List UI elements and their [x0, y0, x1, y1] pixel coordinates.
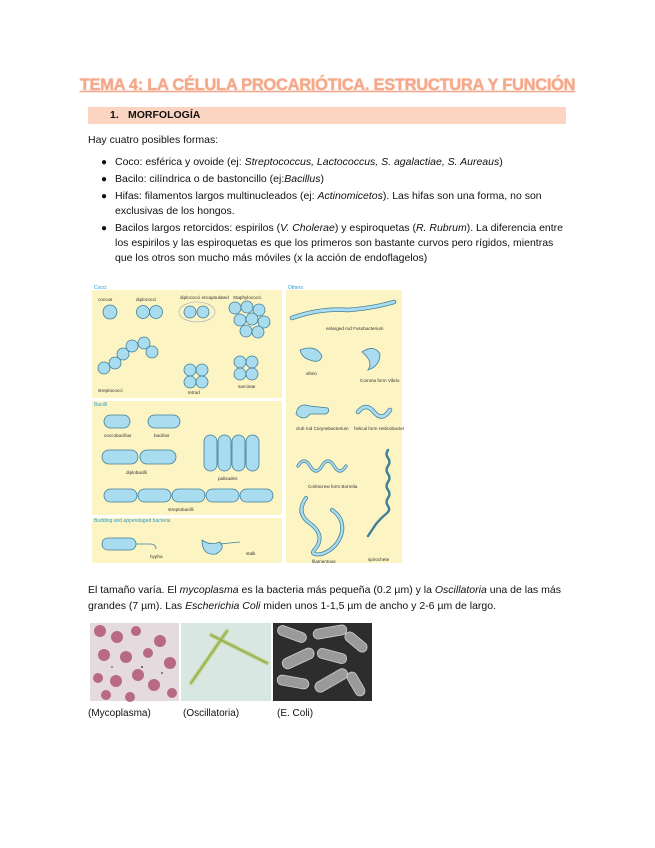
- figure-label: enlarged rod Fusobacterium: [326, 326, 384, 331]
- bacteria-morphology-figure: [90, 285, 405, 564]
- figure-label: spirochete: [368, 557, 390, 562]
- oscillatoria-photo: [181, 623, 271, 701]
- list-item: ● Bacilo: cilíndrica o de bastoncillo (ej:Bacillus): [88, 172, 570, 187]
- section-heading: [88, 107, 566, 124]
- document-title: TEMA 4: LA CÉLULA PROCARIÓTICA. ESTRUCTURA Y FUNCIÓN: [79, 76, 576, 94]
- streptobacilli-illustration: [104, 489, 273, 502]
- intro-text: Hay cuatro posibles formas:: [88, 134, 219, 146]
- caption-mycoplasma: (Mycoplasma): [88, 708, 151, 719]
- bullet-icon: ●: [101, 222, 108, 234]
- figure-label: diplococci encapsulated: [180, 295, 229, 300]
- others-header: Others: [288, 285, 304, 291]
- coccus-illustration: [103, 305, 117, 319]
- figure-label: vibrio: [306, 371, 317, 376]
- figure-label: Corkscrew form Borrelia: [308, 484, 358, 489]
- bullet-icon: ●: [101, 173, 108, 185]
- cocci-header: Cocci: [94, 285, 107, 291]
- size-paragraph: El tamaño varía. El mycoplasma es la bacteria más pequeña (0.2 µm) y la Oscillatoria una de las más grandes (7 µm). Las Escherichia Coli miden unos 1-1,5 µm de ancho y 2-6 µm de largo.: [88, 584, 561, 612]
- figure-label: filamentous: [312, 559, 336, 564]
- list-item: ● Coco: esférica y ovoide (ej: Streptococcus, Lactococcus, S. agalactiae, S. Aureaus): [88, 155, 570, 170]
- figure-label: diplococci: [136, 297, 157, 302]
- bacilli-header: Bacilli: [94, 402, 108, 408]
- bullet-icon: ●: [101, 190, 108, 202]
- list-item: ● Hifas: filamentos largos multinucleados (ej: Actinomicetos). Las hifas son una forma, no son exclusivas de los hongos.: [101, 189, 542, 217]
- figure-label: club rod Corynebacterium: [296, 426, 349, 431]
- shape-list: [88, 155, 570, 268]
- bacillus-illustration: [148, 415, 180, 428]
- figure-label: diplobacilli: [126, 470, 148, 475]
- figure-label: hypha: [150, 554, 163, 559]
- budding-header: Budding and appendaged bacteria: [94, 518, 171, 524]
- figure-label: Staphylococci: [233, 295, 262, 300]
- figure-label: coccobacillus: [104, 433, 132, 438]
- caption-oscillatoria: (Oscillatoria): [183, 708, 240, 719]
- figure-label: sarcinae: [238, 384, 256, 389]
- section-label: MORFOLOGÍA: [128, 109, 201, 121]
- figure-label: streptococci: [98, 388, 123, 393]
- figure-label: helical form Helicobacter: [354, 426, 405, 431]
- figure-label: Comma form Vibrio: [360, 378, 400, 383]
- mycoplasma-photo: [90, 623, 179, 701]
- figure-label: palisades: [218, 476, 238, 481]
- caption-e-coli: (E. Coli): [277, 708, 314, 719]
- e-coli-photo: [273, 623, 372, 701]
- list-item: ● Bacilos largos retorcidos: espirilos (V. Cholerae) y espiroquetas (R. Rubrum). La diferencia entre los espirilos y las espiroquetas es que los primeros son bastante curvos pero rígidos, mientras que los otros son mucho más móviles (x la acción de endoflagelos): [101, 221, 564, 265]
- figure-label: tetrad: [188, 390, 200, 395]
- figure-label: streptobacilli: [168, 507, 194, 512]
- coccobacillus-illustration: [104, 415, 130, 428]
- figure-label: bacillus: [154, 433, 170, 438]
- figure-label: coccus: [98, 297, 113, 302]
- figure-label: stalk: [246, 551, 256, 556]
- section-number: 1.: [110, 109, 119, 121]
- bullet-icon: ●: [101, 157, 108, 168]
